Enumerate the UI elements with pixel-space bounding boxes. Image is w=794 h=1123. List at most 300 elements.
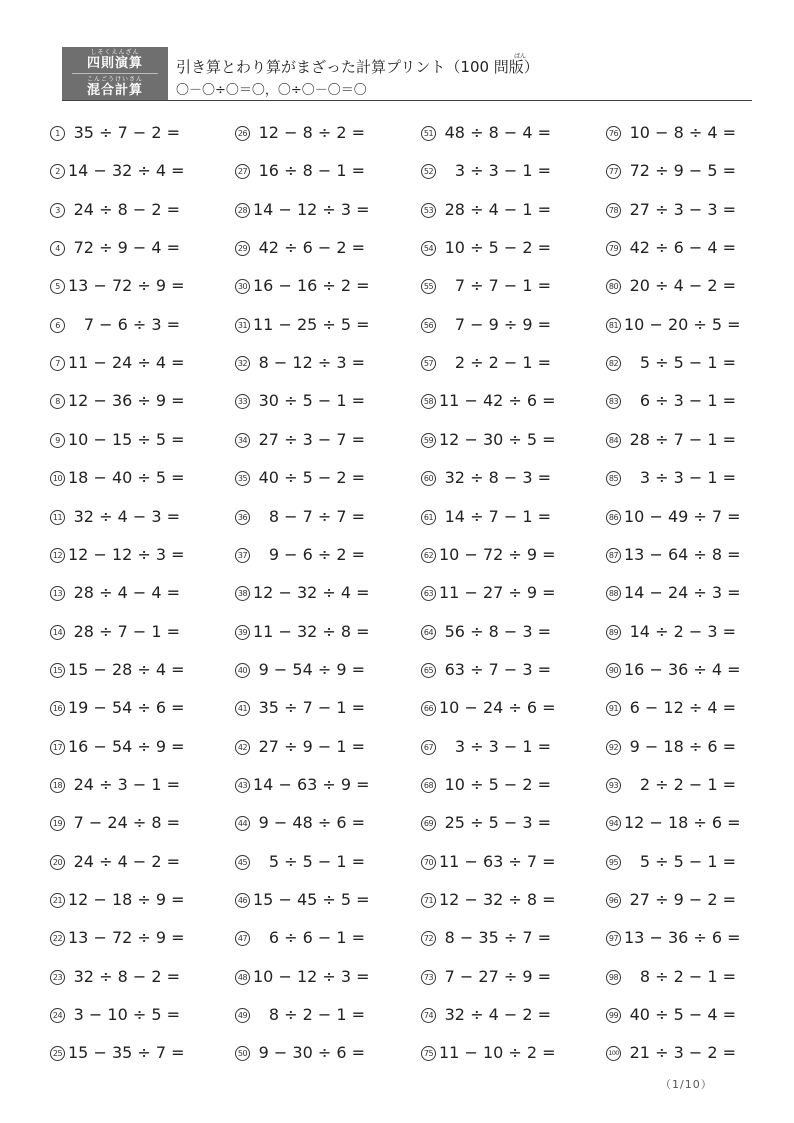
problem-expression: 21 ÷ 3 − 2 = xyxy=(629,1043,736,1063)
problem-item xyxy=(606,199,756,221)
problem-number: 39 xyxy=(235,625,250,640)
problem-expression: 13 − 72 ÷ 9 = xyxy=(68,276,185,296)
problem-item xyxy=(606,122,756,144)
problem-number: 79 xyxy=(606,241,621,256)
problem-item xyxy=(50,199,200,221)
problem-expression: 9 − 54 ÷ 9 = xyxy=(258,659,365,679)
problem-item xyxy=(50,506,200,528)
problem-expression: 8 ÷ 2 − 1 = xyxy=(639,966,736,986)
problem-expression: 11 − 10 ÷ 2 = xyxy=(439,1043,556,1063)
problem-expression: 10 − 24 ÷ 6 = xyxy=(439,698,556,718)
problem-item xyxy=(606,966,756,988)
problem-item xyxy=(50,467,200,489)
problem-number: 80 xyxy=(606,279,621,294)
problem-item xyxy=(606,582,756,604)
problem-number: 94 xyxy=(606,816,621,831)
problem-number: 15 xyxy=(50,663,65,678)
problem-expression: 16 − 54 ÷ 9 = xyxy=(68,736,185,756)
problem-expression: 14 − 12 ÷ 3 = xyxy=(253,199,370,219)
problem-item xyxy=(235,812,385,834)
problem-expression: 16 ÷ 8 − 1 = xyxy=(258,161,365,181)
problem-item xyxy=(606,736,756,758)
problem-item xyxy=(50,275,200,297)
problem-expression: 3 ÷ 3 − 1 = xyxy=(454,161,551,181)
problem-item xyxy=(235,237,385,259)
problem-expression: 7 ÷ 7 − 1 = xyxy=(454,276,551,296)
problem-expression: 35 ÷ 7 − 2 = xyxy=(73,123,180,142)
problem-expression: 11 − 25 ÷ 5 = xyxy=(253,314,370,334)
problem-item xyxy=(606,429,756,451)
problem-item xyxy=(50,621,200,643)
problem-item xyxy=(421,122,571,144)
problem-expression: 13 − 72 ÷ 9 = xyxy=(68,928,185,948)
problem-number: 87 xyxy=(606,548,621,563)
problem-item xyxy=(421,544,571,566)
problem-number: 96 xyxy=(606,893,621,908)
problem-expression: 9 − 30 ÷ 6 = xyxy=(258,1043,365,1063)
problem-item xyxy=(235,122,385,144)
problem-item xyxy=(606,927,756,949)
problem-expression: 2 ÷ 2 − 1 = xyxy=(639,774,736,794)
problem-number: 32 xyxy=(235,356,250,371)
problem-number: 77 xyxy=(606,164,621,179)
problem-item xyxy=(606,314,756,336)
problem-item xyxy=(421,506,571,528)
problem-number: 14 xyxy=(50,625,65,640)
problem-number: 11 xyxy=(50,510,65,525)
problem-item xyxy=(606,812,756,834)
problem-number: 99 xyxy=(606,1008,621,1023)
problem-expression: 27 ÷ 9 − 1 = xyxy=(258,736,365,756)
problem-number: 98 xyxy=(606,970,621,985)
problem-item xyxy=(421,352,571,374)
problem-item xyxy=(235,429,385,451)
problem-expression: 14 − 32 ÷ 4 = xyxy=(68,161,185,181)
problem-expression: 6 ÷ 6 − 1 = xyxy=(268,928,365,948)
problem-expression: 14 − 24 ÷ 3 = xyxy=(624,583,741,603)
problem-number: 28 xyxy=(235,203,250,218)
problem-expression: 15 − 35 ÷ 7 = xyxy=(68,1043,185,1063)
problem-item xyxy=(421,582,571,604)
problem-item xyxy=(606,467,756,489)
problem-item xyxy=(606,506,756,528)
problem-expression: 7 − 9 ÷ 9 = xyxy=(454,314,551,334)
page-number: （1/10） xyxy=(660,1078,713,1091)
problem-item xyxy=(50,659,200,681)
problem-number: 67 xyxy=(421,740,436,755)
problem-number: 45 xyxy=(235,855,250,870)
problem-item xyxy=(235,889,385,911)
problem-item xyxy=(235,659,385,681)
problem-number: 54 xyxy=(421,241,436,256)
problem-item xyxy=(235,275,385,297)
problem-expression: 12 − 32 ÷ 4 = xyxy=(253,583,370,603)
problem-item xyxy=(606,390,756,412)
problem-expression: 3 ÷ 3 − 1 = xyxy=(639,468,736,488)
problem-expression: 8 ÷ 2 − 1 = xyxy=(268,1005,365,1025)
problem-expression: 9 − 18 ÷ 6 = xyxy=(629,736,736,756)
problem-item xyxy=(421,697,571,719)
problem-item xyxy=(421,621,571,643)
problem-expression: 72 ÷ 9 − 4 = xyxy=(73,238,180,258)
problem-number: 46 xyxy=(235,893,250,908)
tag-ruby-bottom: こんごうけいさん xyxy=(86,76,143,83)
problem-item xyxy=(606,352,756,374)
problem-number: 53 xyxy=(421,203,436,218)
problem-number: 64 xyxy=(421,625,436,640)
problem-item xyxy=(235,621,385,643)
problem-item xyxy=(50,160,200,182)
problem-number: 86 xyxy=(606,510,621,525)
problem-number: 18 xyxy=(50,778,65,793)
problem-expression: 25 ÷ 5 − 3 = xyxy=(444,813,551,833)
problem-item xyxy=(421,774,571,796)
problem-expression: 10 − 20 ÷ 5 = xyxy=(624,314,741,334)
problem-item xyxy=(235,1042,385,1064)
problem-number: 50 xyxy=(235,1046,250,1061)
problem-expression: 28 ÷ 4 − 4 = xyxy=(73,583,180,603)
problem-number: 19 xyxy=(50,816,65,831)
problem-item xyxy=(235,774,385,796)
problem-expression: 63 ÷ 7 − 3 = xyxy=(444,659,551,679)
tag-label-top: 四則演算 xyxy=(86,56,143,71)
problem-item xyxy=(50,966,200,988)
problem-number: 29 xyxy=(235,241,250,256)
problem-number: 22 xyxy=(50,931,65,946)
problem-item xyxy=(235,544,385,566)
problem-number: 52 xyxy=(421,164,436,179)
problem-item xyxy=(606,544,756,566)
problem-expression: 9 − 6 ÷ 2 = xyxy=(268,544,365,564)
problem-expression: 32 ÷ 4 − 3 = xyxy=(73,506,180,526)
problem-expression: 2 ÷ 2 − 1 = xyxy=(454,353,551,373)
problem-expression: 12 − 18 ÷ 9 = xyxy=(68,890,185,909)
problem-item xyxy=(50,927,200,949)
tag-label-bottom: 混合計算 xyxy=(86,83,143,98)
problem-item xyxy=(421,390,571,412)
problem-number: 9 xyxy=(50,433,65,448)
problem-number: 23 xyxy=(50,970,65,985)
problem-item xyxy=(50,697,200,719)
problem-number: 2 xyxy=(50,164,65,179)
problem-item xyxy=(235,314,385,336)
problem-number: 38 xyxy=(235,586,250,601)
problem-item xyxy=(235,506,385,528)
problem-expression: 5 ÷ 5 − 1 = xyxy=(268,851,365,871)
problem-expression: 40 ÷ 5 − 2 = xyxy=(258,468,365,488)
problem-number: 27 xyxy=(235,164,250,179)
problem-number: 8 xyxy=(50,394,65,409)
problem-number: 73 xyxy=(421,970,436,985)
problem-expression: 16 − 16 ÷ 2 = xyxy=(253,276,370,296)
problem-number: 25 xyxy=(50,1046,65,1061)
problem-number: 84 xyxy=(606,433,621,448)
problem-expression: 18 − 40 ÷ 5 = xyxy=(68,468,185,488)
problem-expression: 27 ÷ 3 − 3 = xyxy=(629,199,736,219)
problem-item xyxy=(50,812,200,834)
problem-number: 12 xyxy=(50,548,65,563)
problem-expression: 7 − 24 ÷ 8 = xyxy=(73,813,180,833)
problem-item xyxy=(421,927,571,949)
problem-item xyxy=(50,774,200,796)
page-subtitle: 〇－〇÷〇＝〇，〇÷〇－〇＝〇 xyxy=(176,83,367,98)
problem-expression: 24 ÷ 8 − 2 = xyxy=(73,199,180,219)
problem-expression: 15 − 28 ÷ 4 = xyxy=(68,659,185,679)
problem-item xyxy=(50,736,200,758)
problem-number: 92 xyxy=(606,740,621,755)
problem-item xyxy=(606,621,756,643)
problem-number: 58 xyxy=(421,394,436,409)
problem-number: 85 xyxy=(606,471,621,486)
problem-number: 31 xyxy=(235,318,250,333)
problem-number: 26 xyxy=(235,126,250,141)
problem-number: 33 xyxy=(235,394,250,409)
problem-item xyxy=(421,275,571,297)
problem-expression: 28 ÷ 7 − 1 = xyxy=(73,621,180,641)
problem-expression: 13 − 36 ÷ 6 = xyxy=(624,928,741,948)
problem-expression: 35 ÷ 7 − 1 = xyxy=(258,698,365,718)
problem-number: 40 xyxy=(235,663,250,678)
problem-expression: 11 − 27 ÷ 9 = xyxy=(439,583,556,603)
problem-expression: 42 ÷ 6 − 4 = xyxy=(629,238,736,258)
problem-item xyxy=(235,352,385,374)
problem-expression: 12 − 36 ÷ 9 = xyxy=(68,391,185,411)
problem-item xyxy=(421,237,571,259)
page-title: 引き算とわり算がまざった計算プリント（100 問版） xyxy=(176,58,539,76)
problem-item xyxy=(235,851,385,873)
problem-item xyxy=(421,1004,571,1026)
problem-expression: 24 ÷ 4 − 2 = xyxy=(73,851,180,871)
problem-expression: 10 ÷ 5 − 2 = xyxy=(444,238,551,258)
problem-item xyxy=(50,889,200,911)
problem-number: 68 xyxy=(421,778,436,793)
problem-item xyxy=(235,1004,385,1026)
problem-number: 47 xyxy=(235,931,250,946)
problem-number: 20 xyxy=(50,855,65,870)
problem-number: 82 xyxy=(606,356,621,371)
problem-expression: 32 ÷ 8 − 2 = xyxy=(73,966,180,986)
problem-item xyxy=(421,966,571,988)
problem-item xyxy=(421,812,571,834)
problem-expression: 56 ÷ 8 − 3 = xyxy=(444,621,551,641)
problem-expression: 11 − 63 ÷ 7 = xyxy=(439,851,556,871)
problem-item xyxy=(606,1004,756,1026)
problem-expression: 14 ÷ 7 − 1 = xyxy=(444,506,551,526)
problem-expression: 7 − 27 ÷ 9 = xyxy=(444,966,551,986)
problem-expression: 10 − 15 ÷ 5 = xyxy=(68,429,185,449)
problem-item xyxy=(235,467,385,489)
problem-expression: 10 ÷ 5 − 2 = xyxy=(444,774,551,794)
problem-expression: 19 − 54 ÷ 6 = xyxy=(68,698,185,718)
problem-number: 51 xyxy=(421,126,436,141)
problem-expression: 12 − 12 ÷ 3 = xyxy=(68,544,185,564)
problem-item xyxy=(235,697,385,719)
problem-number: 72 xyxy=(421,931,436,946)
problem-number: 10 xyxy=(50,471,65,486)
problem-number: 56 xyxy=(421,318,436,333)
problem-expression: 5 ÷ 5 − 1 = xyxy=(639,851,736,871)
problem-number: 90 xyxy=(606,663,621,678)
problem-item xyxy=(421,467,571,489)
problem-item xyxy=(606,851,756,873)
problem-item xyxy=(235,966,385,988)
problem-expression: 16 − 36 ÷ 4 = xyxy=(624,659,741,679)
problem-expression: 32 ÷ 8 − 3 = xyxy=(444,468,551,488)
problem-number: 44 xyxy=(235,816,250,831)
problem-expression: 10 − 8 ÷ 4 = xyxy=(629,123,736,142)
problem-item xyxy=(235,160,385,182)
problem-expression: 32 ÷ 4 − 2 = xyxy=(444,1005,551,1025)
problem-number: 61 xyxy=(421,510,436,525)
problem-number: 62 xyxy=(421,548,436,563)
problem-number: 88 xyxy=(606,586,621,601)
problem-expression: 42 ÷ 6 − 2 = xyxy=(258,238,365,258)
problem-expression: 13 − 64 ÷ 8 = xyxy=(624,544,741,564)
problem-expression: 7 − 6 ÷ 3 = xyxy=(83,314,180,334)
problem-number: 76 xyxy=(606,126,621,141)
problem-item xyxy=(606,659,756,681)
problem-number: 55 xyxy=(421,279,436,294)
problem-number: 6 xyxy=(50,318,65,333)
problem-expression: 14 ÷ 2 − 3 = xyxy=(629,621,736,641)
problem-item xyxy=(50,314,200,336)
problem-number: 16 xyxy=(50,701,65,716)
problem-number: 3 xyxy=(50,203,65,218)
problem-item xyxy=(50,122,200,144)
problem-number: 89 xyxy=(606,625,621,640)
problem-item xyxy=(421,160,571,182)
problem-number: 57 xyxy=(421,356,436,371)
problem-expression: 11 − 24 ÷ 4 = xyxy=(68,353,185,373)
problem-expression: 10 − 72 ÷ 9 = xyxy=(439,544,556,564)
problem-number: 21 xyxy=(50,893,65,908)
problem-expression: 12 − 32 ÷ 8 = xyxy=(439,890,556,909)
problem-expression: 28 ÷ 4 − 1 = xyxy=(444,199,551,219)
problem-item xyxy=(421,659,571,681)
problem-number: 48 xyxy=(235,970,250,985)
problem-expression: 15 − 45 ÷ 5 = xyxy=(253,890,370,909)
tag-ruby-top: しそくえんざん xyxy=(90,49,140,56)
problem-item xyxy=(421,736,571,758)
problem-expression: 14 − 63 ÷ 9 = xyxy=(253,774,370,794)
problem-item xyxy=(606,275,756,297)
problem-item xyxy=(606,160,756,182)
problem-expression: 8 − 35 ÷ 7 = xyxy=(444,928,551,948)
problem-item xyxy=(50,1042,200,1064)
problem-number: 1 xyxy=(50,126,65,141)
problem-expression: 5 ÷ 5 − 1 = xyxy=(639,353,736,373)
problem-number: 34 xyxy=(235,433,250,448)
problem-item xyxy=(50,429,200,451)
problem-number: 71 xyxy=(421,893,436,908)
problem-expression: 3 − 10 ÷ 5 = xyxy=(73,1005,180,1025)
problem-item xyxy=(235,927,385,949)
problem-number: 74 xyxy=(421,1008,436,1023)
problem-number: 83 xyxy=(606,394,621,409)
problem-number: 41 xyxy=(235,701,250,716)
problem-item xyxy=(421,429,571,451)
problem-item xyxy=(421,199,571,221)
problem-number: 37 xyxy=(235,548,250,563)
problem-number: 13 xyxy=(50,586,65,601)
problem-expression: 12 − 30 ÷ 5 = xyxy=(439,429,556,449)
problem-item xyxy=(606,697,756,719)
problem-number: 36 xyxy=(235,510,250,525)
problem-expression: 8 − 7 ÷ 7 = xyxy=(268,506,365,526)
problem-expression: 10 − 12 ÷ 3 = xyxy=(253,966,370,986)
problem-number: 42 xyxy=(235,740,250,755)
problem-number: 66 xyxy=(421,701,436,716)
problem-number: 100 xyxy=(606,1046,621,1061)
title-ruby: ばん xyxy=(514,53,527,60)
problem-number: 35 xyxy=(235,471,250,486)
problem-number: 5 xyxy=(50,279,65,294)
problem-number: 70 xyxy=(421,855,436,870)
problem-item xyxy=(606,237,756,259)
problem-expression: 10 − 49 ÷ 7 = xyxy=(624,506,741,526)
problem-expression: 8 − 12 ÷ 3 = xyxy=(258,353,365,373)
problem-number: 81 xyxy=(606,318,621,333)
problem-number: 75 xyxy=(421,1046,436,1061)
problem-item xyxy=(50,582,200,604)
problem-number: 7 xyxy=(50,356,65,371)
problem-item xyxy=(421,851,571,873)
problem-item xyxy=(50,237,200,259)
problem-number: 49 xyxy=(235,1008,250,1023)
problem-item xyxy=(235,582,385,604)
problem-item xyxy=(235,736,385,758)
problem-item xyxy=(50,390,200,412)
problem-expression: 3 ÷ 3 − 1 = xyxy=(454,736,551,756)
problem-expression: 11 − 32 ÷ 8 = xyxy=(253,621,370,641)
problem-expression: 27 ÷ 3 − 7 = xyxy=(258,429,365,449)
problem-number: 69 xyxy=(421,816,436,831)
problem-expression: 28 ÷ 7 − 1 = xyxy=(629,429,736,449)
problem-expression: 12 − 18 ÷ 6 = xyxy=(624,813,741,833)
problem-number: 95 xyxy=(606,855,621,870)
problem-item xyxy=(606,1042,756,1064)
problem-expression: 11 − 42 ÷ 6 = xyxy=(439,391,556,411)
problem-number: 43 xyxy=(235,778,250,793)
problem-item xyxy=(235,199,385,221)
problem-number: 93 xyxy=(606,778,621,793)
problem-number: 60 xyxy=(421,471,436,486)
problem-item xyxy=(606,774,756,796)
problem-number: 17 xyxy=(50,740,65,755)
problem-expression: 12 − 8 ÷ 2 = xyxy=(258,123,365,142)
problem-number: 97 xyxy=(606,931,621,946)
problem-number: 24 xyxy=(50,1008,65,1023)
problem-expression: 6 ÷ 3 − 1 = xyxy=(639,391,736,411)
problem-item xyxy=(235,390,385,412)
problem-number: 91 xyxy=(606,701,621,716)
problem-item xyxy=(606,889,756,911)
problem-item xyxy=(421,314,571,336)
problem-item xyxy=(421,1042,571,1064)
problem-item xyxy=(50,1004,200,1026)
problem-item xyxy=(50,352,200,374)
problem-expression: 20 ÷ 4 − 2 = xyxy=(629,276,736,296)
problem-expression: 72 ÷ 9 − 5 = xyxy=(629,161,736,181)
problem-number: 78 xyxy=(606,203,621,218)
problem-number: 65 xyxy=(421,663,436,678)
problem-number: 4 xyxy=(50,241,65,256)
problem-item xyxy=(50,851,200,873)
problem-item xyxy=(421,889,571,911)
problem-expression: 30 ÷ 5 − 1 = xyxy=(258,391,365,411)
problem-expression: 24 ÷ 3 − 1 = xyxy=(73,774,180,794)
problem-number: 30 xyxy=(235,279,250,294)
